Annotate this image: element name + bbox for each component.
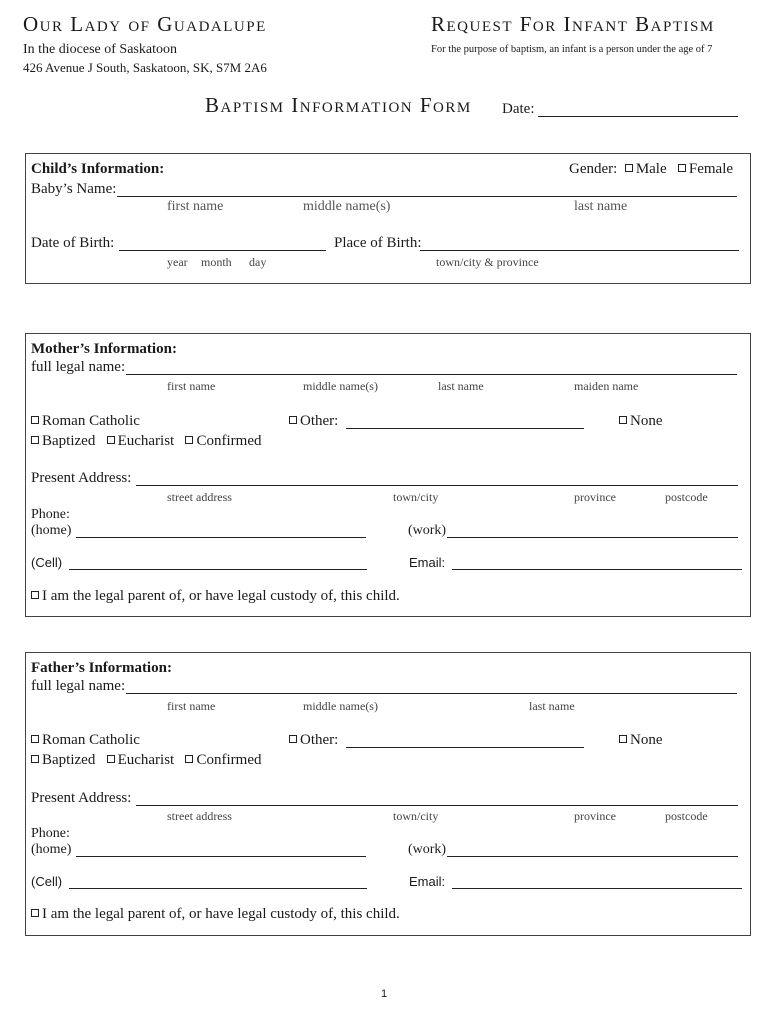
parish-name: Our Lady of Guadalupe [23, 12, 267, 36]
mother-rc-option [31, 413, 140, 430]
father-custody-checkbox[interactable] [31, 909, 39, 917]
father-other-field[interactable] [346, 747, 584, 748]
dob-label: Date of Birth: [31, 235, 115, 251]
mother-address-label: Present Address: [31, 470, 132, 486]
mother-other-field[interactable] [346, 428, 584, 429]
baby-middle-hint: middle name(s) [303, 199, 391, 214]
female-checkbox[interactable] [678, 164, 686, 172]
form-title: Baptism Information Form [205, 93, 472, 117]
dob-day-hint: day [249, 255, 267, 269]
father-address-label: Present Address: [31, 790, 132, 806]
mother-other-checkbox[interactable] [289, 416, 297, 424]
mother-email-label: Email: [409, 555, 446, 570]
pob-field[interactable] [420, 250, 739, 251]
mother-other-option [289, 413, 338, 430]
mother-custody-option [31, 588, 400, 605]
father-section [25, 652, 751, 936]
father-town-hint: town/city [393, 809, 439, 823]
father-confirmed-checkbox[interactable] [185, 755, 193, 763]
mother-none-checkbox[interactable] [619, 416, 627, 424]
mother-confirmed-checkbox[interactable] [185, 436, 193, 444]
mother-cell-field[interactable] [69, 569, 367, 570]
father-cell-field[interactable] [69, 888, 367, 889]
father-phone-label: Phone: [31, 826, 70, 841]
male-checkbox[interactable] [625, 164, 633, 172]
mother-confirmed-label: Confirmed [196, 433, 262, 449]
father-province-hint: province [574, 809, 616, 823]
mother-eucharist-checkbox[interactable] [107, 436, 115, 444]
mother-last-hint: last name [438, 379, 484, 393]
father-street-hint: street address [167, 809, 232, 823]
mother-none-option [619, 413, 663, 430]
mother-work-field[interactable] [447, 537, 738, 538]
father-eucharist-label: Eucharist [117, 752, 175, 768]
mother-eucharist-label: Eucharist [117, 433, 175, 449]
mother-baptized-checkbox[interactable] [31, 436, 39, 444]
mother-province-hint: province [574, 490, 616, 504]
date-label: Date: [502, 101, 535, 117]
father-none-checkbox[interactable] [619, 735, 627, 743]
diocese-text: In the diocese of Saskatoon [23, 42, 177, 57]
mother-work-label: (work) [408, 523, 447, 538]
baby-name-label: Baby’s Name: [31, 181, 117, 197]
mother-sacraments [31, 433, 261, 450]
pob-hint: town/city & province [436, 255, 539, 269]
baby-name-field[interactable] [117, 196, 737, 197]
father-sacraments [31, 752, 261, 769]
mother-custody-checkbox[interactable] [31, 591, 39, 599]
father-name-label: full legal name: [31, 678, 126, 694]
mother-home-label: (home) [31, 523, 72, 538]
male-label: Male [635, 161, 667, 177]
father-none-option [619, 732, 663, 749]
father-none-label: None [630, 732, 663, 748]
father-name-field[interactable] [126, 693, 737, 694]
father-address-field[interactable] [136, 805, 738, 806]
father-rc-checkbox[interactable] [31, 735, 39, 743]
dob-field[interactable] [119, 250, 326, 251]
father-home-label: (home) [31, 842, 72, 857]
father-email-field[interactable] [452, 888, 742, 889]
mother-section [25, 333, 751, 617]
father-cell-label: (Cell) [31, 874, 63, 889]
page-number: 1 [381, 988, 388, 1000]
father-baptized-label: Baptized [42, 752, 96, 768]
father-first-hint: first name [167, 699, 216, 713]
mother-middle-hint: middle name(s) [303, 379, 378, 393]
father-heading: Father’s Information: [31, 660, 172, 676]
mother-cell-label: (Cell) [31, 555, 63, 570]
father-rc-option [31, 732, 140, 749]
mother-name-field[interactable] [126, 374, 737, 375]
father-eucharist-checkbox[interactable] [107, 755, 115, 763]
father-last-hint: last name [529, 699, 575, 713]
mother-town-hint: town/city [393, 490, 439, 504]
gender-label: Gender: [569, 161, 618, 177]
mother-first-hint: first name [167, 379, 216, 393]
father-other-option [289, 732, 338, 749]
parish-address: 426 Avenue J South, Saskatoon, SK, S7M 2A6 [23, 60, 267, 75]
mother-none-label: None [630, 413, 663, 429]
dob-year-hint: year [167, 255, 188, 269]
dob-month-hint: month [201, 255, 232, 269]
mother-heading: Mother’s Information: [31, 341, 177, 357]
father-baptized-checkbox[interactable] [31, 755, 39, 763]
father-other-label: Other: [300, 732, 339, 748]
father-other-checkbox[interactable] [289, 735, 297, 743]
mother-email-field[interactable] [452, 569, 742, 570]
father-middle-hint: middle name(s) [303, 699, 378, 713]
father-work-field[interactable] [447, 856, 738, 857]
baby-last-hint: last name [574, 199, 628, 214]
father-work-label: (work) [408, 842, 447, 857]
mother-other-label: Other: [300, 413, 339, 429]
female-label: Female [688, 161, 734, 177]
father-postcode-hint: postcode [665, 809, 708, 823]
father-rc-label: Roman Catholic [42, 732, 140, 748]
mother-maiden-hint: maiden name [574, 379, 639, 393]
request-title: Request For Infant Baptism [431, 12, 715, 36]
father-email-label: Email: [409, 874, 446, 889]
mother-name-label: full legal name: [31, 359, 126, 375]
mother-custody-label: I am the legal parent of, or have legal custody of, this child. [42, 588, 400, 604]
mother-baptized-label: Baptized [42, 433, 96, 449]
mother-rc-checkbox[interactable] [31, 416, 39, 424]
request-note: For the purpose of baptism, an infant is a person under the age of 7 [431, 44, 713, 55]
pob-label: Place of Birth: [334, 235, 422, 251]
father-custody-label: I am the legal parent of, or have legal custody of, this child. [42, 906, 400, 922]
mother-home-field[interactable] [76, 537, 366, 538]
father-confirmed-label: Confirmed [196, 752, 262, 768]
mother-street-hint: street address [167, 490, 232, 504]
mother-address-field[interactable] [136, 485, 738, 486]
baby-first-hint: first name [167, 199, 224, 214]
father-home-field[interactable] [76, 856, 366, 857]
mother-postcode-hint: postcode [665, 490, 708, 504]
child-heading: Child’s Information: [31, 161, 165, 177]
mother-rc-label: Roman Catholic [42, 413, 140, 429]
gender-row [569, 161, 733, 178]
mother-phone-label: Phone: [31, 507, 70, 522]
father-custody-option [31, 906, 400, 923]
date-field[interactable] [538, 116, 738, 117]
